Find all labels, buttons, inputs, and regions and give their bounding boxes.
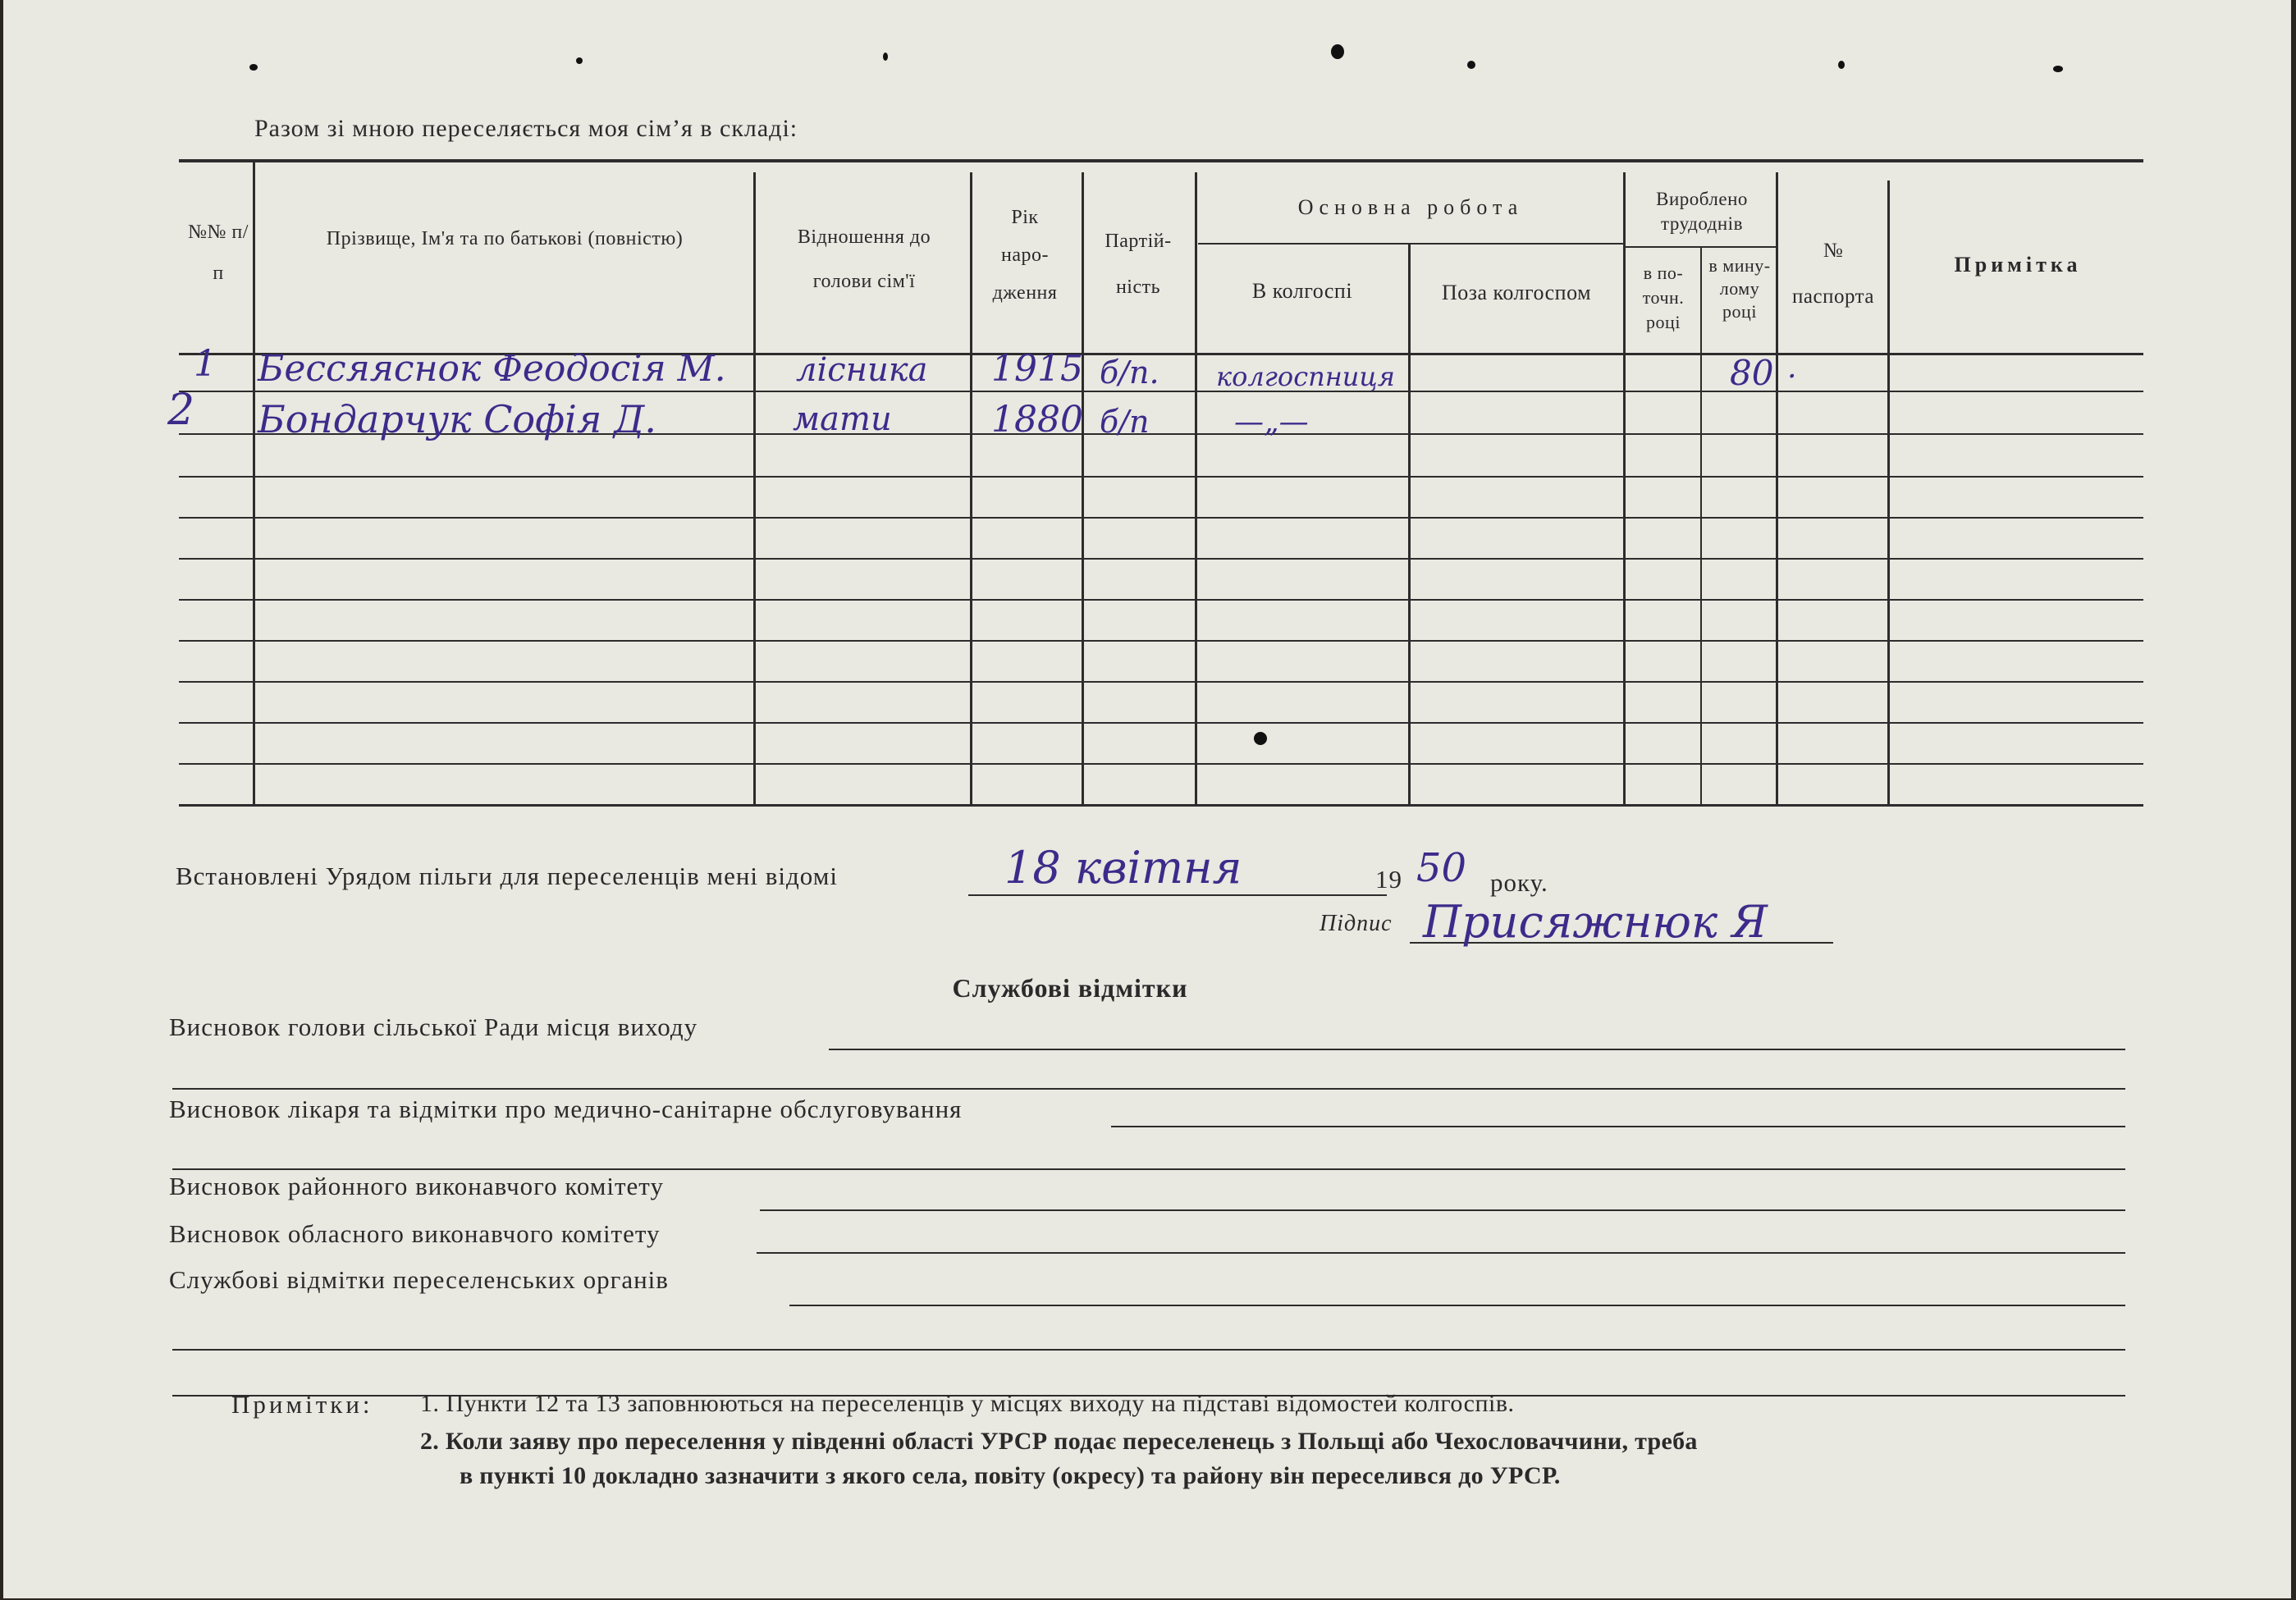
punch-mark [576,57,583,64]
notes-item-2-cont: в пункті 10 докладно зазначити з якого села, повіту (окресу) та району він переселився до УРСР. [460,1462,1561,1489]
row-1-name: Бессяяснок Феодосія М. [258,348,726,390]
intro-text: Разом зі мною переселяється моя сім’я в складі: [254,115,798,142]
row-2-kolhosp: —„— [1234,405,1309,439]
row-2-party: б/п [1100,404,1150,440]
row-line [179,599,2143,601]
header-name: Прізвище, Ім'я та по батькові (повністю) [326,228,684,249]
service-line [789,1305,2125,1306]
form-sheet [3,0,2291,1598]
row-2-name: Бондарчук Софія Д. [258,397,656,441]
col-line [753,172,756,806]
col-line [253,161,255,806]
benefits-text: Встановлені Урядом пільги для переселенців мені відомі [176,862,838,890]
punch-mark [1331,44,1344,59]
punch-mark [883,53,888,61]
service-line [1111,1126,2125,1127]
ink-blot [1254,732,1267,745]
header-party: Партій-ність [1105,231,1172,298]
col-line [1195,172,1197,806]
punch-mark [249,64,258,71]
benefits-date: 18 квітня [1004,842,1242,894]
header-workdays: Вироблено трудоднів [1656,189,1748,234]
header-outside: Поза колгоспом [1441,281,1592,304]
row-1-workdays: 80 [1730,353,1774,393]
main-work-divider [1198,243,1625,245]
row-line [179,391,2143,392]
row-1-kolhosp: колгоспниця [1216,361,1395,392]
notes-label: Примітки: [231,1390,373,1419]
service-line [172,1088,2125,1090]
service-line [172,1168,2125,1170]
notes-item-1: 1. Пункти 12 та 13 заповнюються на переселенців у місцях виходу на підставі відомостей колгоспів. [420,1390,1515,1417]
row-line [179,681,2143,683]
header-passport: № паспорта [1792,240,1874,308]
service-title: Службові відмітки [952,973,1188,1003]
row-line [179,476,2143,478]
col-line [970,172,972,806]
notes-item-2: 2. Коли заяву про переселення у південні області УРСР подає переселенець з Польщі або Чехословаччини, треба [420,1428,1698,1455]
row-2-year: 1880 [991,399,1083,441]
row-1-relation: лісника [796,351,928,389]
table-bottom-border [179,804,2143,807]
service-item-district: Висновок районного виконавчого комітету [169,1172,664,1200]
service-item-village-council: Висновок голови сільської Ради місця виходу [169,1013,698,1041]
service-line [829,1049,2125,1050]
year-suffix: року. [1490,868,1548,897]
row-line [179,640,2143,642]
col-line [1082,172,1084,806]
service-line [757,1252,2125,1254]
row-1-num: 1 [194,343,217,385]
service-item-resettlement: Службові відмітки переселенських органів [169,1265,669,1294]
service-line [760,1209,2125,1211]
header-current-year: в по-точн. році [1642,263,1685,332]
header-num: №№ п/п [188,222,249,284]
table-top-border [179,159,2143,162]
row-2-relation: мати [793,400,892,438]
col-line [1887,181,1890,806]
row-line [179,558,2143,560]
row-1-passport: . [1787,351,1797,385]
service-line [172,1349,2125,1351]
header-note: Примітка [1954,253,2082,277]
col-line [1623,172,1626,806]
year-handwritten: 50 [1416,845,1467,891]
col-line [1776,172,1778,806]
row-line [179,517,2143,519]
row-1-party: б/п. [1100,354,1159,391]
service-item-region: Висновок обласного виконавчого комітету [169,1219,661,1248]
header-last-year: в мину-лому році [1708,255,1771,322]
row-line [179,763,2143,765]
row-1-year: 1915 [991,348,1083,390]
punch-mark [1838,61,1845,69]
row-line [179,722,2143,724]
header-main-work: Основна робота [1297,195,1524,219]
header-relation: Відношення до голови сім'ї [797,226,931,292]
punch-mark [2053,66,2063,72]
benefits-date-underline [968,894,1387,896]
row-2-num: 2 [167,386,195,435]
signature-value: Присяжнюк Я [1423,896,1768,948]
punch-mark [1467,61,1475,69]
header-year: Рік наро-дження [992,207,1058,304]
year-prefix: 19 [1375,865,1402,894]
service-item-doctor: Висновок лікаря та відмітки про медично-санітарне обслуговування [169,1095,963,1123]
signature-label: Підпис [1320,911,1393,936]
header-in-kolhosp: В колгоспі [1251,279,1353,303]
